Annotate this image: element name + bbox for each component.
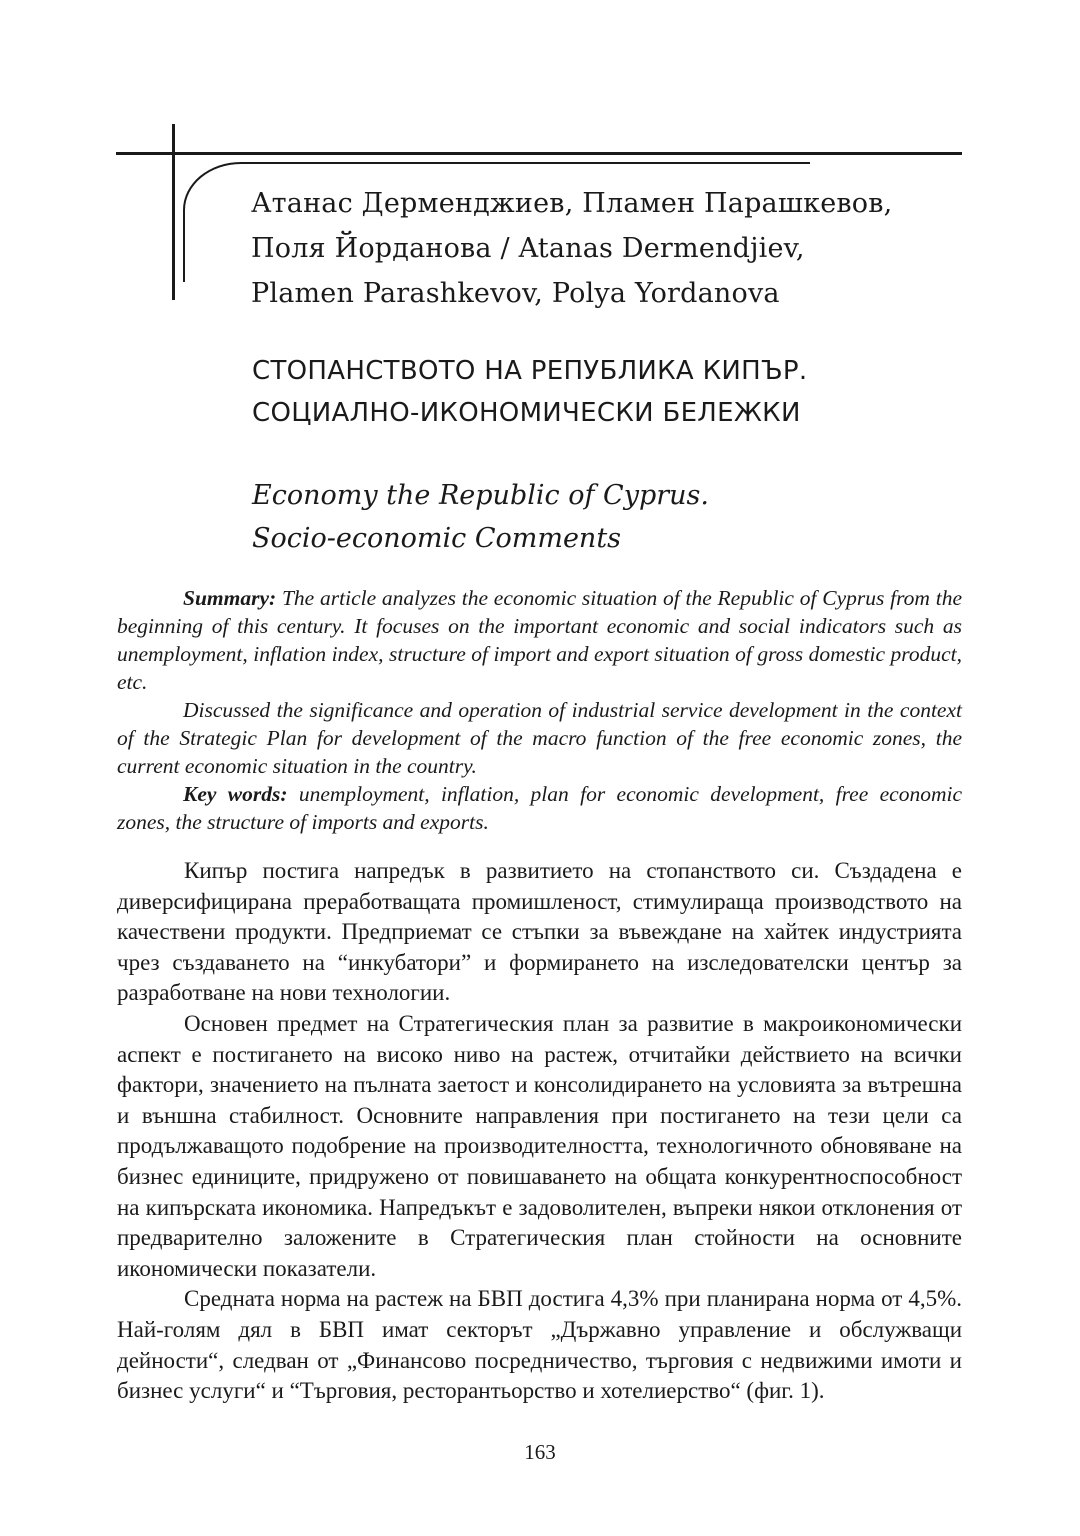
header-rule-long bbox=[116, 152, 962, 155]
authors-line: Атанас Дерменджиев, Пламен Парашкевов, bbox=[251, 188, 893, 219]
keywords-paragraph bbox=[117, 780, 962, 836]
header-rule-vertical bbox=[172, 124, 175, 300]
authors-line: Поля Йорданова / Atanas Dermendjiev, bbox=[251, 233, 805, 264]
authors-line: Plamen Parashkevov, Polya Yordanova bbox=[251, 278, 780, 309]
title-bg-line: СОЦИАЛНО-ИКОНОМИЧЕСКИ БЕЛЕЖКИ bbox=[252, 398, 801, 428]
body-paragraph: Кипър постига напредък в развитието на стопанството си. Създадена е диверсифицирана преработващата промишленост, стимулираща производството на качествени продукти. Предприемат се стъпки за въвеждане на хайтек индустрията чрез създаването на “инкубатори” и формирането на изследователски център за разработване на нови технологии. bbox=[117, 858, 962, 1006]
title-bg-line: СТОПАНСТВОТО НА РЕПУБЛИКА КИПЪР. bbox=[252, 356, 808, 386]
summary-paragraph bbox=[117, 584, 962, 696]
header-rule-short bbox=[265, 162, 810, 164]
summary-block bbox=[117, 584, 962, 836]
header-rule-inner-vertical bbox=[183, 210, 185, 282]
title-en-line: Socio-economic Comments bbox=[252, 523, 622, 554]
summary-paragraph-2: Discussed the significance and operation of industrial service development in the context of the Strategic Plan for development of the macro function of the free economic zones, the current economic situation in the country. bbox=[117, 698, 962, 778]
summary-text: The article analyzes the economic situation of the Republic of Cyprus from the beginning of this century. It focuses on the important economic and social indicators such as unemployment, inflation index, structure of import and export situation of gross domestic product, etc. bbox=[117, 586, 962, 694]
keywords-text: unemployment, inflation, plan for economic development, free economic zones, the structure of imports and exports. bbox=[117, 782, 962, 834]
body-text bbox=[117, 856, 962, 1407]
body-paragraph: Основен предмет на Стратегическия план за развитие в макроикономически аспект е постигането на високо ниво на растеж, отчитайки действието на всички фактори, значението на пълната заетост и консолидирането на условията за вътрешна и външна стабилност. Основните направления при постигането на тези цели са продължаващото подобрение на производителността, технологичното обновяване на бизнес единиците, придружено от повишаването на общата конкурентноспособност на кипърската икономика. Напредъкът е задоволителен, въпреки някои отклонения от предварително заложените в Стратегическия план стойности на основните икономически показатели. bbox=[117, 1010, 962, 1281]
body-paragraph: Средната норма на растеж на БВП достига 4,3% при планирана норма от 4,5%. Най-голям дял в БВП имат секторът „Държавно управление и обслужващи дейности“, следван от „Финансово посредничество, търговия с недвижими имоти и бизнес услуги“ и “Търговия, ресторантьорство и хотелиерство“ (фиг. 1). bbox=[117, 1286, 962, 1404]
keywords-label: Key words: bbox=[183, 782, 288, 806]
title-en-line: Economy the Republic of Cyprus. bbox=[252, 480, 709, 511]
article-title-bg bbox=[252, 350, 972, 434]
article-title-en bbox=[252, 474, 972, 560]
authors-block bbox=[251, 181, 971, 316]
page-number: 163 bbox=[524, 1440, 556, 1464]
summary-label: Summary: bbox=[183, 586, 277, 610]
